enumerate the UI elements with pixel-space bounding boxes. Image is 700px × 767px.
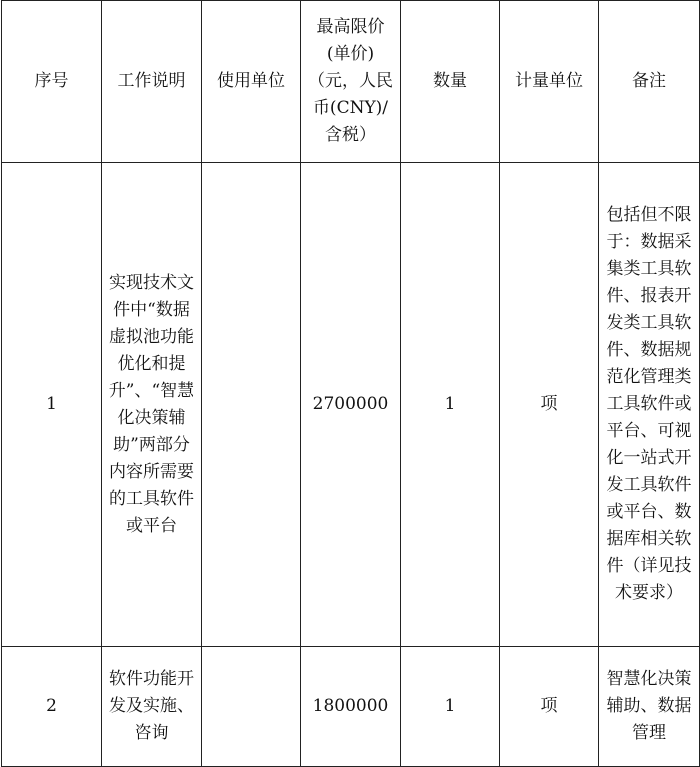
header-remark: 备注 bbox=[599, 1, 700, 163]
cell-seq: 2 bbox=[2, 647, 102, 767]
cell-qty: 1 bbox=[401, 647, 500, 767]
cell-measure: 项 bbox=[500, 163, 599, 647]
cell-seq: 1 bbox=[2, 163, 102, 647]
cell-desc: 软件功能开发及实施、咨询 bbox=[102, 647, 202, 767]
cell-unit-user bbox=[202, 647, 301, 767]
cell-measure: 项 bbox=[500, 647, 599, 767]
cell-remark: 包括但不限于：数据采集类工具软件、报表开发类工具软件、数据规范化管理类工具软件或平台、可视化一站式开发工具软件或平台、数据库相关软件（详见技术要求） bbox=[599, 163, 700, 647]
header-desc: 工作说明 bbox=[102, 1, 202, 163]
header-row bbox=[2, 1, 700, 163]
header-unit-user: 使用单位 bbox=[202, 1, 301, 163]
table-row bbox=[2, 163, 700, 647]
header-measure: 计量单位 bbox=[500, 1, 599, 163]
cell-remark: 智慧化决策辅助、数据管理 bbox=[599, 647, 700, 767]
cell-qty: 1 bbox=[401, 163, 500, 647]
table-row bbox=[2, 647, 700, 767]
cell-desc: 实现技术文件中“数据虚拟池功能优化和提升”、“智慧化决策辅助”两部分内容所需要的工具软件或平台 bbox=[102, 163, 202, 647]
cell-unit-user bbox=[202, 163, 301, 647]
header-seq: 序号 bbox=[2, 1, 102, 163]
cell-max-price: 2700000 bbox=[301, 163, 401, 647]
procurement-table bbox=[1, 0, 700, 767]
header-max-price: 最高限价(单价)（元，人民币(CNY)/含税） bbox=[301, 1, 401, 163]
cell-max-price: 1800000 bbox=[301, 647, 401, 767]
header-qty: 数量 bbox=[401, 1, 500, 163]
